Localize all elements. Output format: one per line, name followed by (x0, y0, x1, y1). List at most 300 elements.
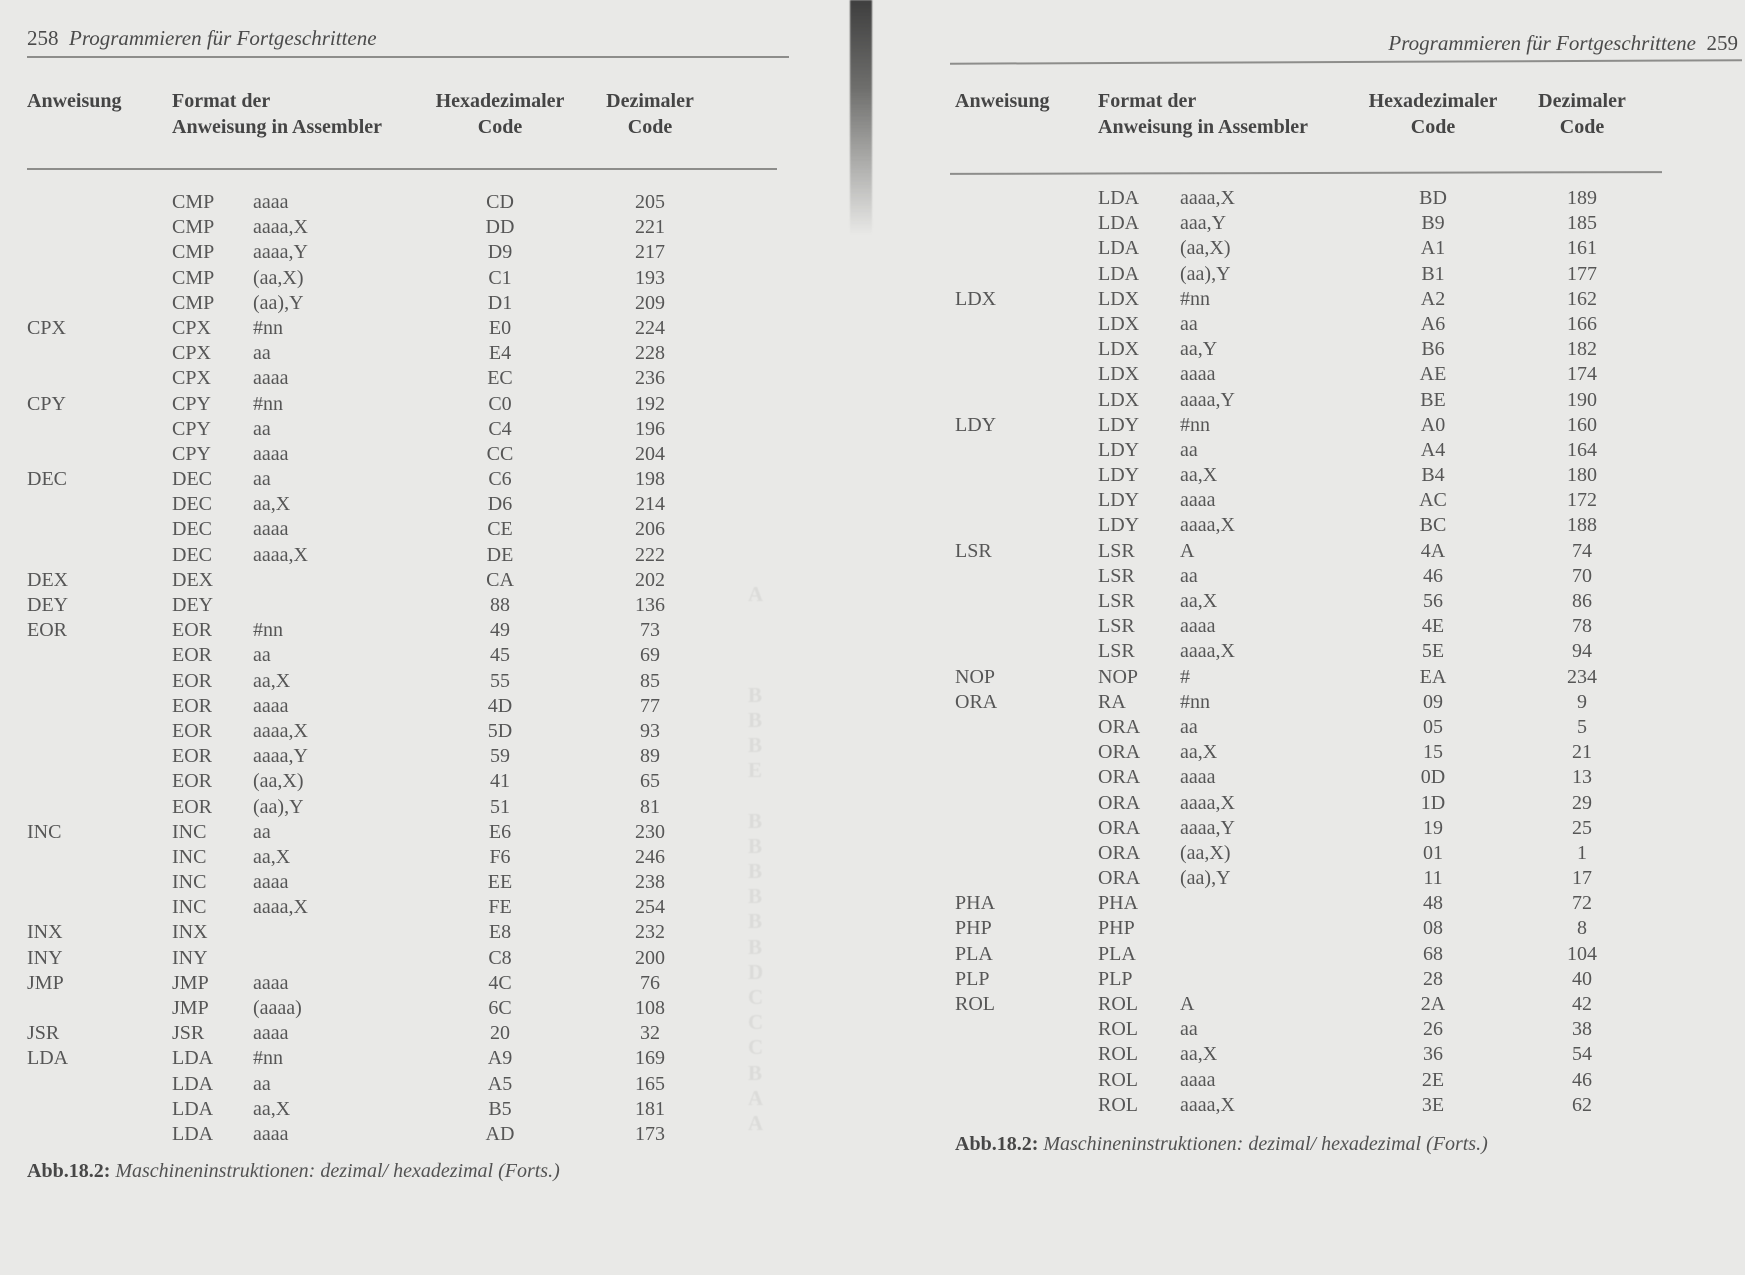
cell-dec-code: 5 (1577, 715, 1587, 738)
cell-mnemonic: ROL (1098, 993, 1138, 1015)
cell-hex-code: 15 (1423, 741, 1443, 764)
cell-dec-code: 40 (1572, 967, 1592, 990)
running-head-title-left: Programmieren für Fortgeschrittene (69, 26, 377, 50)
table-row (955, 639, 1655, 664)
cell-dec-code: 198 (635, 468, 665, 491)
cell-hex-code: 59 (490, 745, 510, 768)
table-row (27, 366, 727, 391)
head-rule-right (950, 59, 1742, 64)
cell-dec-code: 221 (635, 216, 665, 239)
cell-dec-code: 76 (640, 971, 660, 994)
cell-mnemonic: LDA (1098, 212, 1140, 235)
table-header-right (955, 90, 1655, 150)
cell-mnemonic: LSR (1098, 564, 1135, 587)
table-row (955, 438, 1655, 463)
ghost-glyph: B (748, 884, 763, 909)
cell-dec-code: 246 (635, 845, 665, 868)
cell-mnemonic: LDX (1098, 363, 1140, 386)
cell-dec-code: 182 (1567, 338, 1597, 361)
table-row (955, 1017, 1655, 1042)
cell-dec-code: 74 (1572, 539, 1592, 562)
cell-operand: aa (1180, 715, 1198, 738)
cell-mnemonic: ORA (1098, 867, 1141, 890)
cell-hex-code: F6 (489, 845, 511, 868)
cell-hex-code: 2A (1420, 993, 1446, 1015)
cell-operand: aa (253, 342, 271, 365)
col-header-hex-line1: Hexadezimaler (1368, 90, 1498, 112)
table-row (27, 1021, 727, 1046)
cell-mnemonic: JSR (172, 1022, 205, 1045)
cell-dec-code: 185 (1567, 212, 1597, 235)
cell-operand: aa (1180, 312, 1198, 335)
cell-hex-code: D6 (487, 493, 513, 516)
cell-operand: aaaa,X (1180, 1093, 1235, 1116)
cell-mnemonic: DEC (172, 493, 212, 516)
cell-operand: aa (253, 1072, 271, 1095)
cell-mnemonic: PHP (1098, 917, 1135, 940)
cell-operand: aaaa,Y (1180, 388, 1235, 411)
cell-dec-code: 224 (635, 316, 665, 339)
table-row (955, 488, 1655, 513)
cell-hex-code: D9 (487, 241, 513, 264)
table-row (955, 816, 1655, 841)
cell-operand: aa (253, 468, 271, 491)
cell-hex-code: CE (487, 518, 513, 541)
table-row (27, 895, 727, 920)
table-row (955, 967, 1655, 992)
cell-dec-code: 9 (1577, 690, 1587, 713)
cell-mnemonic: DEC (172, 543, 212, 566)
ghost-glyph: B (748, 808, 763, 833)
cell-dec-code: 174 (1567, 363, 1597, 386)
table-row (955, 413, 1655, 438)
cell-anweisung-group: PLA (955, 942, 993, 965)
table-row (27, 971, 727, 996)
cell-operand: (aa),Y (1180, 262, 1231, 285)
cell-hex-code: 4C (488, 971, 512, 994)
cell-hex-code: C1 (488, 266, 512, 289)
cell-dec-code: 181 (635, 1097, 665, 1120)
cell-hex-code: BE (1420, 388, 1446, 411)
cell-hex-code: B9 (1421, 212, 1445, 235)
cell-dec-code: 160 (1567, 413, 1597, 436)
table-row (27, 870, 727, 895)
cell-hex-code: 68 (1423, 942, 1443, 965)
cell-mnemonic: CPX (172, 367, 211, 390)
col-header-dec-line2: Code (627, 116, 673, 138)
cell-hex-code: A2 (1420, 287, 1446, 310)
table-row (955, 891, 1655, 916)
cell-mnemonic: DEC (172, 518, 212, 541)
cell-hex-code: 09 (1423, 690, 1443, 713)
ghost-glyph: B (748, 1060, 763, 1085)
col-header-dec-line1: Dezimaler (606, 90, 694, 112)
cell-mnemonic: PLP (1098, 967, 1133, 990)
cell-operand: (aa),Y (253, 795, 304, 818)
cell-operand: aaaa (253, 1122, 289, 1145)
cell-hex-code: 6C (488, 997, 512, 1019)
cell-mnemonic: CMP (172, 241, 215, 264)
cell-operand: aaaa (1180, 489, 1216, 512)
cell-anweisung-group: DEC (27, 468, 67, 491)
cell-hex-code: DD (485, 216, 515, 239)
cell-mnemonic: ORA (1098, 841, 1141, 864)
cell-dec-code: 104 (1567, 942, 1597, 965)
cell-mnemonic: ROL (1098, 1093, 1138, 1116)
cell-hex-code: E6 (488, 820, 512, 843)
cell-operand: #nn (253, 619, 283, 642)
cell-anweisung-group: CPX (27, 316, 66, 339)
cell-mnemonic: EOR (172, 770, 212, 793)
ghost-glyph (748, 632, 788, 657)
cell-operand: aa (253, 820, 271, 843)
table-row (955, 791, 1655, 816)
cell-mnemonic: EOR (172, 795, 212, 818)
table-row (955, 1042, 1655, 1067)
instruction-table-left (27, 190, 727, 1147)
cell-hex-code: C6 (488, 468, 512, 491)
table-row (27, 341, 727, 366)
cell-operand: aaaa,X (253, 543, 308, 566)
table-row (955, 614, 1655, 639)
table-row (955, 841, 1655, 866)
cell-operand: (aa,X) (1180, 841, 1231, 864)
table-row (955, 186, 1655, 211)
cell-mnemonic: ROL (1098, 1043, 1138, 1066)
table-row (27, 1122, 727, 1147)
cell-operand: (aa,X) (253, 770, 304, 793)
cell-mnemonic: LDY (1098, 413, 1140, 436)
cell-operand: aaaa,X (1180, 514, 1235, 537)
cell-dec-code: 89 (640, 745, 660, 768)
caption-text-right: Maschineninstruktionen: dezimal/ hexadezimal (Forts.) (1043, 1133, 1488, 1155)
table-row (955, 1093, 1655, 1118)
cell-mnemonic: LSR (1098, 640, 1135, 663)
cell-anweisung-group: DEY (27, 594, 69, 616)
cell-hex-code: FE (488, 896, 512, 919)
col-header-hex-line2: Code (477, 116, 523, 138)
cell-dec-code: 38 (1572, 1018, 1592, 1041)
cell-hex-code: B5 (488, 1097, 512, 1120)
table-row (955, 539, 1655, 564)
table-row (27, 240, 727, 265)
cell-dec-code: 165 (635, 1072, 665, 1095)
table-row (955, 866, 1655, 891)
cell-dec-code: 228 (635, 342, 665, 365)
table-row (955, 942, 1655, 967)
cell-hex-code: 5E (1421, 640, 1445, 663)
table-row (27, 392, 727, 417)
cell-dec-code: 222 (635, 543, 665, 566)
cell-dec-code: 230 (635, 820, 665, 843)
cell-dec-code: 108 (635, 997, 665, 1019)
cell-anweisung-group: INC (27, 820, 62, 843)
cell-operand: #nn (1180, 690, 1210, 713)
cell-hex-code: EA (1419, 665, 1447, 688)
table-row (955, 513, 1655, 538)
cell-dec-code: 72 (1572, 892, 1592, 915)
cell-operand: aaaa,X (1180, 791, 1235, 814)
ghost-glyph: A (748, 582, 764, 606)
cell-anweisung-group: PLP (955, 967, 990, 990)
cell-mnemonic: CMP (172, 191, 215, 213)
table-row (27, 719, 727, 744)
cell-operand: aa,X (253, 845, 291, 868)
cell-anweisung-group: EOR (27, 619, 67, 642)
figure-caption-right (955, 1133, 1488, 1156)
table-row (955, 362, 1655, 387)
cell-dec-code: 166 (1567, 312, 1597, 335)
table-row (27, 795, 727, 820)
cell-mnemonic: ORA (1098, 766, 1141, 789)
cell-mnemonic: EOR (172, 619, 212, 642)
cell-mnemonic: LSR (1098, 590, 1135, 612)
ghost-glyph: B (748, 707, 763, 732)
cell-mnemonic: CPX (172, 316, 211, 339)
table-row (955, 665, 1655, 690)
cell-hex-code: 0D (1420, 766, 1446, 789)
cell-anweisung-group: LSR (955, 539, 992, 562)
bleed-through-ghosts (748, 582, 788, 1136)
cell-hex-code: A9 (487, 1047, 513, 1070)
table-row (27, 215, 727, 240)
cell-dec-code: 206 (635, 518, 665, 541)
cell-mnemonic: EOR (172, 745, 212, 768)
ghost-glyph: D (748, 959, 764, 984)
cell-dec-code: 190 (1567, 388, 1597, 411)
cell-operand: (aa,X) (253, 266, 304, 289)
cell-dec-code: 172 (1567, 489, 1597, 512)
cell-mnemonic: DEY (172, 594, 214, 616)
cell-dec-code: 180 (1567, 464, 1597, 487)
cell-mnemonic: LDA (1098, 187, 1140, 209)
table-row (27, 593, 727, 618)
table-row (27, 492, 727, 517)
cell-mnemonic: DEC (172, 468, 212, 491)
cell-anweisung-group: LDA (27, 1047, 69, 1070)
cell-hex-code: 56 (1423, 590, 1443, 612)
col-header-format-line1: Format der (172, 90, 271, 112)
cell-dec-code: 17 (1572, 867, 1592, 890)
cell-dec-code: 188 (1567, 514, 1597, 537)
cell-operand: aaaa (1180, 363, 1216, 386)
table-row (27, 694, 727, 719)
cell-dec-code: 136 (635, 594, 665, 616)
cell-hex-code: 05 (1423, 715, 1443, 738)
table-row (955, 740, 1655, 765)
cell-operand: aaa,Y (1180, 212, 1227, 235)
cell-operand: aaaa (253, 1022, 289, 1045)
cell-operand: aaaa (1180, 1068, 1216, 1091)
cell-mnemonic: CPY (172, 392, 211, 415)
table-row (27, 618, 727, 643)
cell-anweisung-group: DEX (27, 568, 69, 591)
cell-hex-code: 49 (490, 619, 510, 642)
ghost-glyph: B (748, 909, 763, 934)
cell-operand: aaaa,Y (253, 241, 308, 264)
cell-operand: aaaa,Y (253, 745, 308, 768)
cell-anweisung-group: CPY (27, 392, 66, 415)
cell-hex-code: 55 (490, 669, 510, 692)
table-row (955, 589, 1655, 614)
cell-mnemonic: INC (172, 871, 207, 894)
cell-dec-code: 21 (1572, 741, 1592, 764)
cell-mnemonic: DEX (172, 568, 214, 591)
cell-hex-code: 5D (487, 719, 513, 742)
cell-hex-code: CA (486, 568, 514, 591)
cell-mnemonic: INC (172, 845, 207, 868)
cell-hex-code: AD (485, 1122, 515, 1145)
ghost-glyph (748, 607, 788, 632)
running-head-left (27, 26, 377, 51)
cell-mnemonic: CPY (172, 417, 211, 440)
table-row (955, 388, 1655, 413)
cell-operand: aa,X (1180, 464, 1218, 487)
table-row (955, 690, 1655, 715)
cell-hex-code: B4 (1421, 464, 1445, 487)
ghost-glyph: A (748, 1085, 764, 1110)
cell-dec-code: 94 (1572, 640, 1592, 663)
instruction-table-right (955, 186, 1655, 1118)
cell-operand: aa,X (1180, 590, 1218, 612)
cell-mnemonic: LDX (1098, 338, 1140, 361)
cell-mnemonic: EOR (172, 669, 212, 692)
cell-dec-code: 13 (1572, 766, 1592, 789)
cell-hex-code: 51 (490, 795, 510, 818)
cell-operand: aa,X (253, 493, 291, 516)
table-top-rule-left (27, 168, 777, 170)
cell-dec-code: 77 (640, 694, 660, 717)
cell-operand: aa,X (1180, 1043, 1218, 1066)
col-header-anweisung: Anweisung (27, 90, 122, 112)
page-number-left: 258 (27, 26, 59, 50)
table-row (27, 291, 727, 316)
table-row (27, 467, 727, 492)
cell-hex-code: AE (1419, 363, 1447, 386)
table-header-left (27, 90, 727, 150)
cell-operand: aaaa (253, 442, 289, 465)
cell-anweisung-group: PHP (955, 917, 992, 940)
page-number-right: 259 (1706, 31, 1738, 55)
cell-mnemonic: LDX (1098, 287, 1140, 310)
cell-mnemonic: LDY (1098, 489, 1140, 512)
cell-dec-code: 8 (1577, 917, 1587, 940)
cell-mnemonic: LDX (1098, 312, 1140, 335)
ghost-glyph: B (748, 682, 763, 707)
cell-dec-code: 193 (635, 266, 665, 289)
caption-label-right: Abb.18.2: (955, 1133, 1039, 1155)
cell-hex-code: CC (486, 442, 514, 465)
cell-dec-code: 70 (1572, 564, 1592, 587)
cell-operand: #nn (1180, 287, 1210, 310)
cell-operand: (aa),Y (1180, 867, 1231, 890)
cell-dec-code: 32 (640, 1022, 660, 1045)
cell-dec-code: 192 (635, 392, 665, 415)
cell-hex-code: 45 (490, 644, 510, 667)
cell-hex-code: A6 (1420, 312, 1446, 335)
cell-hex-code: 88 (490, 594, 510, 616)
caption-label-left: Abb.18.2: (27, 1160, 111, 1182)
cell-hex-code: BC (1419, 514, 1447, 537)
table-row (27, 920, 727, 945)
cell-operand: #nn (253, 392, 283, 415)
table-row (27, 845, 727, 870)
cell-mnemonic: LDY (1098, 514, 1140, 537)
col-header-format-line2: Anweisung in Assembler (172, 116, 383, 138)
cell-dec-code: 69 (640, 644, 660, 667)
col-header-format-line2: Anweisung in Assembler (1098, 116, 1309, 138)
cell-mnemonic: JMP (172, 997, 209, 1019)
cell-operand: aa,X (253, 1097, 291, 1120)
cell-hex-code: D1 (487, 291, 513, 314)
cell-operand: aaaa (253, 191, 289, 213)
cell-dec-code: 169 (635, 1047, 665, 1070)
cell-dec-code: 65 (640, 770, 660, 793)
cell-mnemonic: LDA (172, 1122, 214, 1145)
figure-caption-left (27, 1160, 560, 1183)
running-head-title-right: Programmieren für Fortgeschrittene (1388, 31, 1696, 55)
cell-hex-code: A4 (1420, 438, 1446, 461)
cell-hex-code: 3E (1421, 1093, 1445, 1116)
col-header-hex-line1: Hexadezimaler (435, 90, 565, 112)
cell-dec-code: 202 (635, 568, 665, 591)
cell-mnemonic: LDX (1098, 388, 1140, 411)
table-row (27, 820, 727, 845)
table-row (27, 996, 727, 1021)
cell-operand: aaaa,Y (1180, 816, 1235, 839)
cell-hex-code: 20 (490, 1022, 510, 1045)
cell-hex-code: 48 (1423, 892, 1443, 915)
col-header-hex-line2: Code (1410, 116, 1456, 138)
cell-dec-code: 46 (1572, 1068, 1592, 1091)
table-row (955, 715, 1655, 740)
cell-dec-code: 42 (1572, 993, 1592, 1015)
cell-hex-code: 19 (1423, 816, 1443, 839)
cell-mnemonic: INC (172, 820, 207, 843)
ghost-glyph: A (748, 1110, 764, 1135)
table-row (955, 211, 1655, 236)
cell-mnemonic: CPX (172, 342, 211, 365)
cell-hex-code: A1 (1420, 237, 1446, 260)
cell-dec-code: 78 (1572, 615, 1592, 638)
cell-dec-code: 177 (1567, 262, 1597, 285)
table-row (27, 769, 727, 794)
ghost-glyph: E (748, 758, 763, 783)
cell-dec-code: 29 (1572, 791, 1592, 814)
table-row (955, 312, 1655, 337)
cell-mnemonic: CMP (172, 266, 215, 289)
cell-operand: aa (1180, 564, 1198, 587)
cell-dec-code: 217 (635, 241, 665, 264)
cell-dec-code: 25 (1572, 816, 1592, 839)
ghost-glyph (748, 784, 788, 809)
ghost-glyph: C (748, 1010, 764, 1035)
cell-hex-code: 4A (1420, 539, 1446, 562)
cell-operand: aaaa (253, 694, 289, 717)
cell-operand: aaaa,X (253, 896, 308, 919)
cell-anweisung-group: NOP (955, 665, 996, 688)
cell-dec-code: 196 (635, 417, 665, 440)
table-row (955, 1068, 1655, 1093)
cell-dec-code: 214 (635, 493, 665, 516)
cell-dec-code: 162 (1567, 287, 1597, 310)
cell-dec-code: 189 (1567, 187, 1597, 209)
cell-hex-code: C0 (488, 392, 512, 415)
table-row (27, 266, 727, 291)
table-top-rule-right (950, 171, 1662, 175)
cell-anweisung-group: JMP (27, 971, 64, 994)
cell-operand: aa,X (1180, 741, 1218, 764)
